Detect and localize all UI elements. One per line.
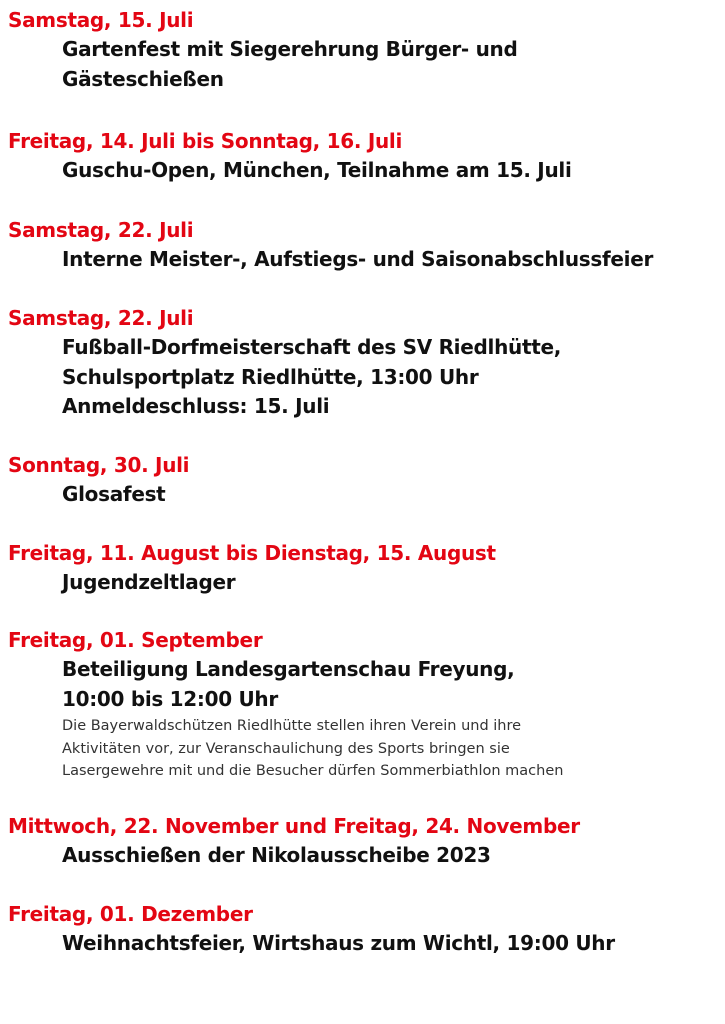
event-title: [62, 841, 725, 871]
event-entry: [8, 539, 725, 598]
event-title-line: Anmeldeschluss: 15. Juli: [62, 394, 330, 418]
event-entry: [8, 900, 725, 959]
event-title: [62, 156, 725, 186]
event-title-line: Gartenfest mit Siegerehrung Bürger- und: [62, 37, 518, 61]
event-title: [62, 333, 725, 422]
event-date: Samstag, 22. Juli: [8, 218, 194, 242]
event-entry: [8, 216, 725, 275]
event-date: Mittwoch, 22. November und Freitag, 24. November: [8, 814, 580, 838]
event-entry: [8, 6, 725, 94]
event-date: Freitag, 01. September: [8, 628, 263, 652]
event-date: Samstag, 15. Juli: [8, 8, 194, 32]
event-title: [62, 245, 725, 275]
event-title-line: 10:00 bis 12:00 Uhr: [62, 686, 278, 711]
event-title: [62, 568, 725, 598]
event-date: Sonntag, 30. Juli: [8, 453, 190, 477]
event-description-line: Lasergewehre mit und die Besucher dürfen Sommerbiathlon machen: [62, 763, 564, 779]
event-entry: [8, 812, 725, 871]
event-title-line: Interne Meister-, Aufstiegs- und Saisonabschlussfeier: [62, 247, 654, 271]
event-entry: [8, 626, 725, 783]
event-title-line: Guschu-Open, München, Teilnahme am 15. Juli: [62, 158, 572, 182]
event-title-line: Ausschießen der Nikolausscheibe 2023: [62, 843, 491, 867]
event-description-line: Die Bayerwaldschützen Riedlhütte stellen ihren Verein und ihre: [62, 718, 522, 734]
event-title-line: Jugendzeltlager: [62, 570, 236, 594]
event-title: [62, 480, 725, 510]
event-title-line: Beteiligung Landesgartenschau Freyung,: [62, 657, 515, 681]
event-description-line: Aktivitäten vor, zur Veranschaulichung des Sports bringen sie: [62, 740, 510, 757]
event-date: Samstag, 22. Juli: [8, 306, 194, 330]
event-entry: [8, 304, 725, 422]
event-title-line: Weihnachtsfeier, Wirtshaus zum Wichtl, 19:00 Uhr: [62, 931, 615, 955]
event-title: [62, 35, 725, 94]
event-date: Freitag, 14. Juli bis Sonntag, 16. Juli: [8, 129, 403, 153]
event-entry: [8, 127, 725, 186]
event-title: [62, 929, 725, 959]
event-date: Freitag, 01. Dezember: [8, 902, 253, 926]
event-title-line: Gästeschießen: [62, 66, 224, 91]
event-title-line: Fußball-Dorfmeisterschaft des SV Riedlhütte,: [62, 335, 562, 359]
event-title: [62, 655, 725, 714]
event-title-line: Glosafest: [62, 482, 166, 506]
event-entry: [8, 451, 725, 510]
event-description: [62, 715, 725, 783]
event-date: Freitag, 11. August bis Dienstag, 15. August: [8, 541, 496, 565]
event-title-line: Schulsportplatz Riedlhütte, 13:00 Uhr: [62, 364, 479, 389]
